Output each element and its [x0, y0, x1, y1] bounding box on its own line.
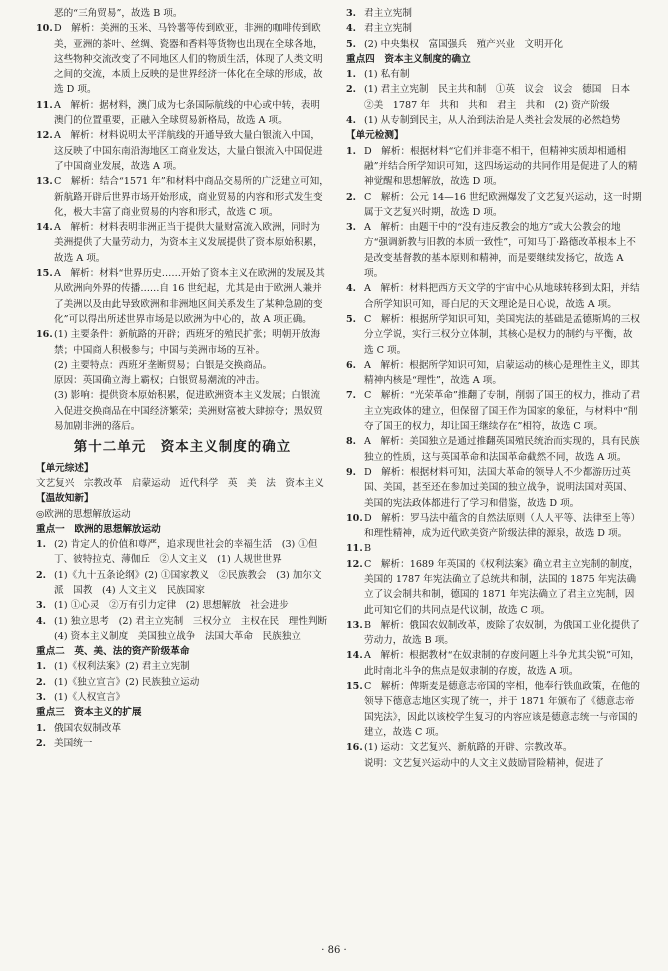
item-text: B: [364, 543, 372, 555]
answer-item: [346, 144, 642, 190]
item-number: 5.: [346, 313, 357, 325]
answer-item: [36, 98, 329, 129]
item-number: 12.: [346, 558, 363, 570]
answer-item: [36, 21, 329, 97]
item-text: C 解析：公元 14—16 世纪欧洲爆发了文艺复兴运动，这一时期属于文艺复兴时期，故选 D 项。: [364, 191, 642, 218]
answer-item: [346, 388, 642, 434]
check-header: 【单元检测】: [346, 130, 404, 142]
right-column: [346, 6, 642, 771]
item-number: 2.: [346, 84, 357, 96]
item-text: (1) 君主立宪制 民主共和制 ①英 议会 议会 德国 日本 ②美 1787 年 共和 共和 君主 共和 (2) 资产阶级: [364, 84, 640, 111]
answer-item: [346, 511, 642, 542]
item-number: 10.: [346, 512, 363, 524]
item-text: (1) 运动：文艺复兴、新航路的开辟、宗教改革。: [364, 742, 573, 754]
answer-item: [36, 128, 329, 174]
item-text: (2) 肯定人的价值和尊严，追求现世社会的幸福生活 (3) ①但丁、彼特拉克、薄伽丘 ②人文主义 (1) 人规世世界: [54, 539, 318, 566]
answer-item: [36, 220, 329, 266]
item-number: 16.: [36, 329, 53, 341]
page-number: · 86 ·: [321, 945, 347, 956]
item-number: 4.: [346, 23, 357, 35]
item-text: A 解析：由题干中的“没有违反教会的地方”或大公教会的地方“强调新教与旧教的本质一致性”，可知马丁·路德改革根本上不是改变基督教的基本原则和精神，而是要继续发扬它，故选 A 项。: [364, 222, 636, 280]
item-text: C 解析：“光荣革命”推翻了专制，削弱了国王的权力，推动了君主立宪政体的建立，但保留了国王作为国家的象征，与材料中“削夺了国王的权力，却让国王继续存在”相符，故选 C 项。: [364, 390, 641, 433]
section-heading: 重点四 资本主义制度的确立: [346, 53, 471, 65]
review-item: [346, 82, 642, 113]
review-item: [346, 67, 642, 82]
answer-item: [36, 174, 329, 220]
item-text: 美国统一: [54, 737, 93, 749]
item-number: 11.: [346, 543, 363, 555]
item-text: (1) ①心灵 ②万有引力定律 (2) 思想解放 社会进步: [54, 600, 289, 612]
item-text: (1) 私有制: [364, 69, 410, 81]
item-number: 4.: [346, 283, 357, 295]
item-text: (1)《人权宣言》: [54, 692, 126, 704]
item-text: C 解析：根据所学知识可知，美国宪法的基础是孟德斯鸠的三权分立学说，实行三权分立体制，其核心是权力的制约与平衡，故选 C 项。: [364, 313, 640, 356]
item-number: 2.: [36, 676, 47, 688]
review-subheader: ◎欧洲的思想解放运动: [36, 508, 131, 520]
answer-item: [346, 648, 642, 679]
answer-item: [346, 679, 642, 740]
item-number: 13.: [36, 176, 53, 188]
review-item: [36, 537, 329, 568]
item-text: A 解析：美国独立是通过推翻英国殖民统治而实现的，具有民族独立的性质，这与英国革命和法国革命截然不同，故选 A 项。: [364, 436, 640, 463]
item-number: 4.: [36, 615, 47, 627]
item-number: 9.: [346, 466, 357, 478]
item-text: (1)《九十五条论纲》(2) ①国家教义 ②民族教会 (3) 加尔文派 国教 (4) 人文主义 民族国家: [54, 569, 322, 596]
item-number: 3.: [346, 8, 357, 19]
review-item: [36, 614, 337, 645]
item-number: 8.: [346, 436, 357, 448]
item-text: (1) 独立思考 (2) 君主立宪制 三权分立 主权在民 理性判断 (4) 资本主义制度 美国独立战争 法国大革命 民族独立: [54, 615, 337, 642]
item-number: 1.: [346, 145, 357, 157]
unit-title: 第十二单元 资本主义制度的确立: [73, 439, 292, 456]
item-text: D 解析：罗马法中蕴含的自然法原则（人人平等、法律至上等）和理性精神，成为近代欧美资产阶级法律的源泉，故选 D 项。: [364, 512, 641, 540]
item-number: 13.: [346, 619, 363, 631]
answer-continuation: 原因：英国确立海上霸权；白银贸易潮流的冲击。: [54, 375, 266, 387]
section-heading: 重点三 资本主义的扩展: [36, 707, 142, 719]
review-item: [346, 6, 642, 21]
item-text: (2) 中央集权 富国强兵 殖产兴业 文明开化: [364, 38, 563, 50]
item-text: A 解析：据材料，澳门成为七条国际航线的中心或中转，表明澳门的位置重要，正融入全球贸易新格局，故选 A 项。: [54, 99, 320, 127]
answer-continuation: 说明：文艺复兴运动中的人文主义鼓励冒险精神，促进了: [364, 757, 604, 769]
answer-item: [36, 266, 329, 327]
item-number: 15.: [36, 268, 53, 280]
item-number: 7.: [346, 390, 357, 402]
item-text: A 解析：根据所学知识可知，启蒙运动的核心是理性主义，即其精神内核是“理性”，故选 A 项。: [364, 359, 640, 387]
item-text: C 解析：1689 年英国的《权利法案》确立君主立宪制的制度，美国的 1787 年宪法确立了总统共和制，法国的 1875 年宪法确立了议会制共和制，德国的 1871 年宪法确立了君主立宪制，因此可知它们的共同点是代议制，故选 C 项。: [364, 558, 639, 616]
item-number: 3.: [346, 222, 357, 234]
answer-item: [346, 541, 642, 556]
review-item: [346, 21, 642, 36]
review-item: [36, 736, 329, 751]
item-number: 1.: [36, 661, 47, 673]
summary-text: 文艺复兴 宗教改革 启蒙运动 近代科学 英 美 法 资本主义: [36, 477, 324, 489]
answer-item: [346, 618, 642, 649]
item-number: 4.: [346, 115, 357, 127]
item-number: 2.: [346, 191, 357, 203]
item-text: D 解析：美洲的玉米、马铃薯等传到欧亚，非洲的咖啡传到欧美，亚洲的茶叶、丝绸、瓷器和香料等货物也出现在全球各地，这些物种交流改变了不同地区人们的物质生活，体现了人类文明之间的交流，本质上反映的是世界经济一体化在全球的形成，故选 D 项。: [54, 23, 323, 96]
item-text: A 解析：材料把西方天文学的宇宙中心从地球转移到太阳，并结合所学知识可知，哥白尼的天文理论是日心说，故选 A 项。: [364, 283, 640, 310]
item-number: 1.: [36, 722, 47, 734]
review-item: [36, 659, 329, 674]
item-text: C 解析：结合“1571 年”和材料中商品交易所的广泛建立可知，新航路开辟后世界市场开始形成，商业贸易的内容和形式发生变化，极大丰富了商业贸易的内容和形式，故选 C 项。: [54, 176, 329, 218]
review-item: [36, 675, 329, 690]
item-text: (1)《独立宣言》(2) 民族独立运动: [54, 676, 200, 688]
review-item: [36, 690, 329, 705]
item-number: 1.: [36, 539, 47, 551]
item-number: 16.: [346, 742, 363, 754]
item-number: 14.: [346, 650, 363, 662]
answer-item: [346, 312, 642, 358]
item-number: 1.: [346, 69, 357, 81]
answer-continuation: 恶的“三角贸易”，故选 B 项。: [54, 8, 183, 19]
item-number: 6.: [346, 359, 357, 371]
item-text: (1)《权利法案》(2) 君主立宪制: [54, 661, 190, 673]
item-number: 14.: [36, 222, 53, 234]
item-text: C 解析：俾斯麦是德意志帝国的宰相，他奉行铁血政策，在他的领导下德意志地区实现了统一，并于 1871 年颁布了《德意志帝国宪法》，因此以该校学生复习的内容应该是德意志统一与帝国的建立，故选 C 项。: [364, 681, 640, 738]
item-text: A 解析：材料表明非洲正当于提供大量财富流入欧洲，同时为美洲提供了大量劳动力，为资本主义发展提供了资本原始积累，故选 A 项。: [54, 222, 323, 264]
item-number: 10.: [36, 23, 53, 35]
review-item: [36, 598, 329, 613]
answer-item: [346, 465, 642, 511]
item-number: 2.: [36, 569, 47, 581]
answer-item: [346, 557, 642, 618]
item-text: 俄国农奴制改革: [54, 722, 122, 734]
answer-item: [346, 220, 642, 281]
section-heading: 重点二 英、美、法的资产阶级革命: [36, 646, 190, 658]
item-text: B 解析：俄国农奴制改革，废除了农奴制，为俄国工业化提供了劳动力，故选 B 项。: [364, 619, 640, 647]
item-text: D 解析：根据材料可知，法国大革命的领导人不少都游历过英国、美国，甚至还在参加过美国的独立战争，说明法国对英国、美国的宪法政体都进行了学习和借鉴，故选 D 项。: [364, 466, 633, 509]
item-number: 5.: [346, 38, 357, 50]
item-text: A 解析：根据教材“在奴隶制的存废问题上斗争尤其尖锐”可知，此时南北斗争的焦点是奴隶制的存废，故选 A 项。: [364, 650, 640, 677]
item-text: D 解析：根据材料“它们并非毫不相干，但精神实质却相通相融”并结合所学知识可知，这四场运动的共同作用是促进了人的精神觉醒和思想解放，故选 D 项。: [364, 145, 638, 188]
answer-continuation: (3) 影响：提供资本原始积累，促进欧洲资本主义发展；白银流入促进交换商品在中国经济繁荣；美洲财富被大肆掠夺；黑奴贸易加剧非洲的落后。: [54, 390, 323, 433]
item-text: 君主立宪制: [364, 23, 412, 35]
review-item: [346, 37, 642, 52]
answer-continuation: (2) 主要特点：西班牙垄断贸易；白银是交换商品。: [54, 359, 273, 371]
left-column: [36, 6, 337, 751]
review-item: [346, 113, 642, 128]
item-number: 12.: [36, 130, 53, 142]
review-item: [36, 568, 329, 599]
item-number: 2.: [36, 737, 47, 749]
review-header: 【温故知新】: [36, 493, 94, 505]
item-text: 君主立宪制: [364, 8, 412, 19]
answer-item: [346, 281, 642, 312]
item-number: 3.: [36, 600, 47, 612]
section-heading: 重点一 欧洲的思想解放运动: [36, 523, 161, 535]
item-number: 15.: [346, 681, 363, 693]
item-text: (1) 主要条件：新航路的开辟；西班牙的殖民扩张；明朝开放海禁；中国商人积极参与；中国与美洲市场的互补。: [54, 329, 321, 356]
item-text: (1) 从专制到民主，从人治到法治是人类社会发展的必然趋势: [364, 115, 621, 127]
answer-item: [346, 434, 642, 465]
item-text: A 解析：材料说明太平洋航线的开通导致大量白银流入中国，这反映了中国东南沿海地区工商业发达，大量白银流入中国促进了中国商业发展，故选 A 项。: [54, 130, 323, 172]
answer-item: [346, 740, 642, 755]
item-number: 11.: [36, 99, 53, 111]
item-text: A 解析：材料“世界历史……开始了资本主义在欧洲的发展及其从欧洲向外界的传播……自 16 世纪起，尤其是由于欧洲人兼并了美洲以及由此导致欧洲和非洲地区间关系发生了某种急剧的变化”可以得出所述世界市场是以欧洲为中心的，故 A 项正确。: [54, 268, 325, 325]
summary-header: 【单元综述】: [36, 462, 94, 474]
review-item: [36, 721, 329, 736]
answer-item: [346, 358, 642, 389]
answer-item: [36, 327, 329, 358]
answer-item: [346, 190, 642, 221]
item-number: 3.: [36, 692, 47, 704]
